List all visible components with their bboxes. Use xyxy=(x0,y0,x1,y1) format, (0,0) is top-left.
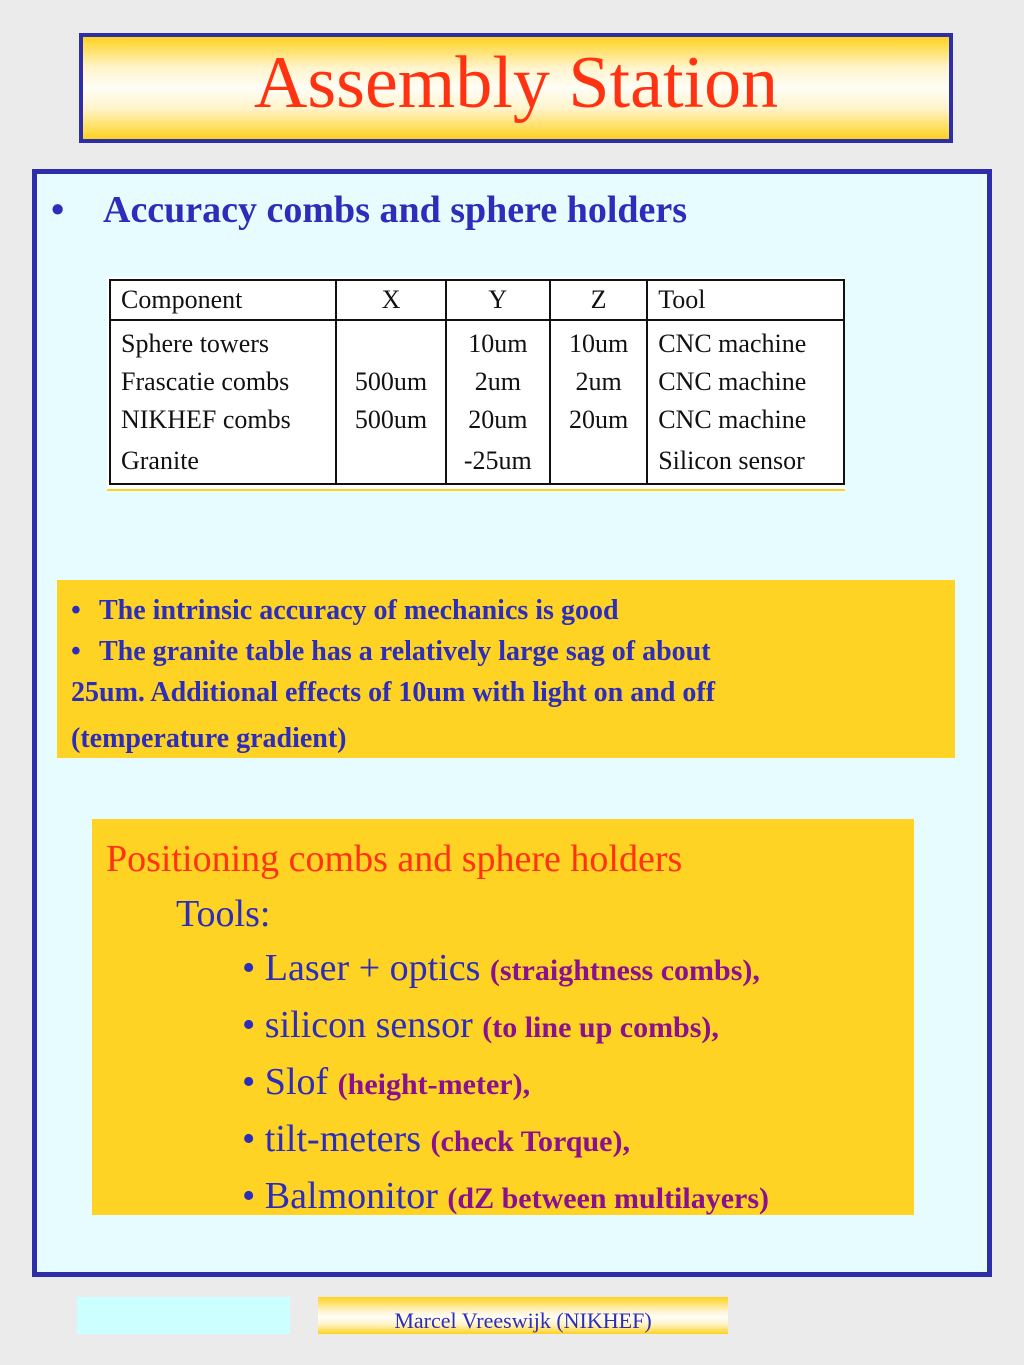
table-header-row xyxy=(110,280,844,320)
bullet-marker: • xyxy=(71,636,81,667)
tool-item xyxy=(106,998,900,1055)
cell-tool: CNC machine xyxy=(647,320,844,363)
header-z: Z xyxy=(550,280,647,320)
cell-component: Granite xyxy=(110,439,336,484)
note-text: The intrinsic accuracy of mechanics is good xyxy=(99,595,619,626)
table-row xyxy=(110,401,844,439)
cell-component: Sphere towers xyxy=(110,320,336,363)
cell-tool: Silicon sensor xyxy=(647,439,844,484)
main-bullet xyxy=(51,188,687,232)
note-item xyxy=(71,590,941,631)
cell-z: 2um xyxy=(550,363,647,401)
note-item xyxy=(71,631,941,672)
tool-note: (to line up combs), xyxy=(482,1011,719,1044)
table-row xyxy=(110,363,844,401)
table-row xyxy=(110,439,844,484)
tools-subheading: Tools: xyxy=(176,893,271,935)
footer-left-block xyxy=(77,1297,290,1334)
cell-tool: CNC machine xyxy=(647,401,844,439)
cell-x xyxy=(336,320,445,363)
cell-x: 500um xyxy=(336,363,445,401)
accuracy-table xyxy=(109,279,845,485)
cell-component: Frascatie combs xyxy=(110,363,336,401)
tool-note: (straightness combs), xyxy=(489,954,760,987)
header-component: Component xyxy=(110,280,336,320)
tools-heading: Positioning combs and sphere holders xyxy=(106,838,683,880)
table-row xyxy=(110,320,844,363)
note-text-continued: (temperature gradient) xyxy=(71,723,347,754)
tool-name: • tilt-meters xyxy=(242,1118,431,1160)
cell-x: 500um xyxy=(336,401,445,439)
cell-x xyxy=(336,439,445,484)
cell-component: NIKHEF combs xyxy=(110,401,336,439)
content-panel xyxy=(32,169,992,1277)
tool-name: • Slof xyxy=(242,1061,338,1103)
tool-item xyxy=(106,1112,900,1169)
tool-item xyxy=(106,1169,900,1226)
header-tool: Tool xyxy=(647,280,844,320)
footer-author: Marcel Vreeswijk (NIKHEF) xyxy=(318,1297,728,1334)
tool-name: • silicon sensor xyxy=(242,1004,483,1046)
header-y: Y xyxy=(446,280,550,320)
cell-z: 20um xyxy=(550,401,647,439)
page-title: Assembly Station xyxy=(253,42,779,124)
tool-note: (check Torque), xyxy=(430,1125,630,1158)
title-banner xyxy=(79,33,953,143)
cell-z xyxy=(550,439,647,484)
tools-box xyxy=(92,819,914,1215)
notes-box xyxy=(57,580,955,758)
accuracy-table-container xyxy=(107,277,845,491)
header-x: X xyxy=(336,280,445,320)
main-bullet-text: Accuracy combs and sphere holders xyxy=(103,189,688,231)
cell-y: 2um xyxy=(446,363,550,401)
tool-note: (height-meter), xyxy=(337,1068,531,1101)
bullet-marker: • xyxy=(71,595,81,626)
tool-item xyxy=(106,941,900,998)
cell-tool: CNC machine xyxy=(647,363,844,401)
cell-y: -25um xyxy=(446,439,550,484)
cell-y: 10um xyxy=(446,320,550,363)
note-text-continued: 25um. Additional effects of 10um with light on and off xyxy=(71,677,716,708)
bullet-marker: • xyxy=(51,189,65,231)
cell-y: 20um xyxy=(446,401,550,439)
note-text: The granite table has a relatively large sag of about xyxy=(99,636,711,667)
cell-z: 10um xyxy=(550,320,647,363)
tool-name: • Balmonitor xyxy=(242,1175,448,1217)
tool-item xyxy=(106,1055,900,1112)
tool-note: (dZ between multilayers) xyxy=(447,1182,770,1215)
tool-name: • Laser + optics xyxy=(242,947,490,989)
